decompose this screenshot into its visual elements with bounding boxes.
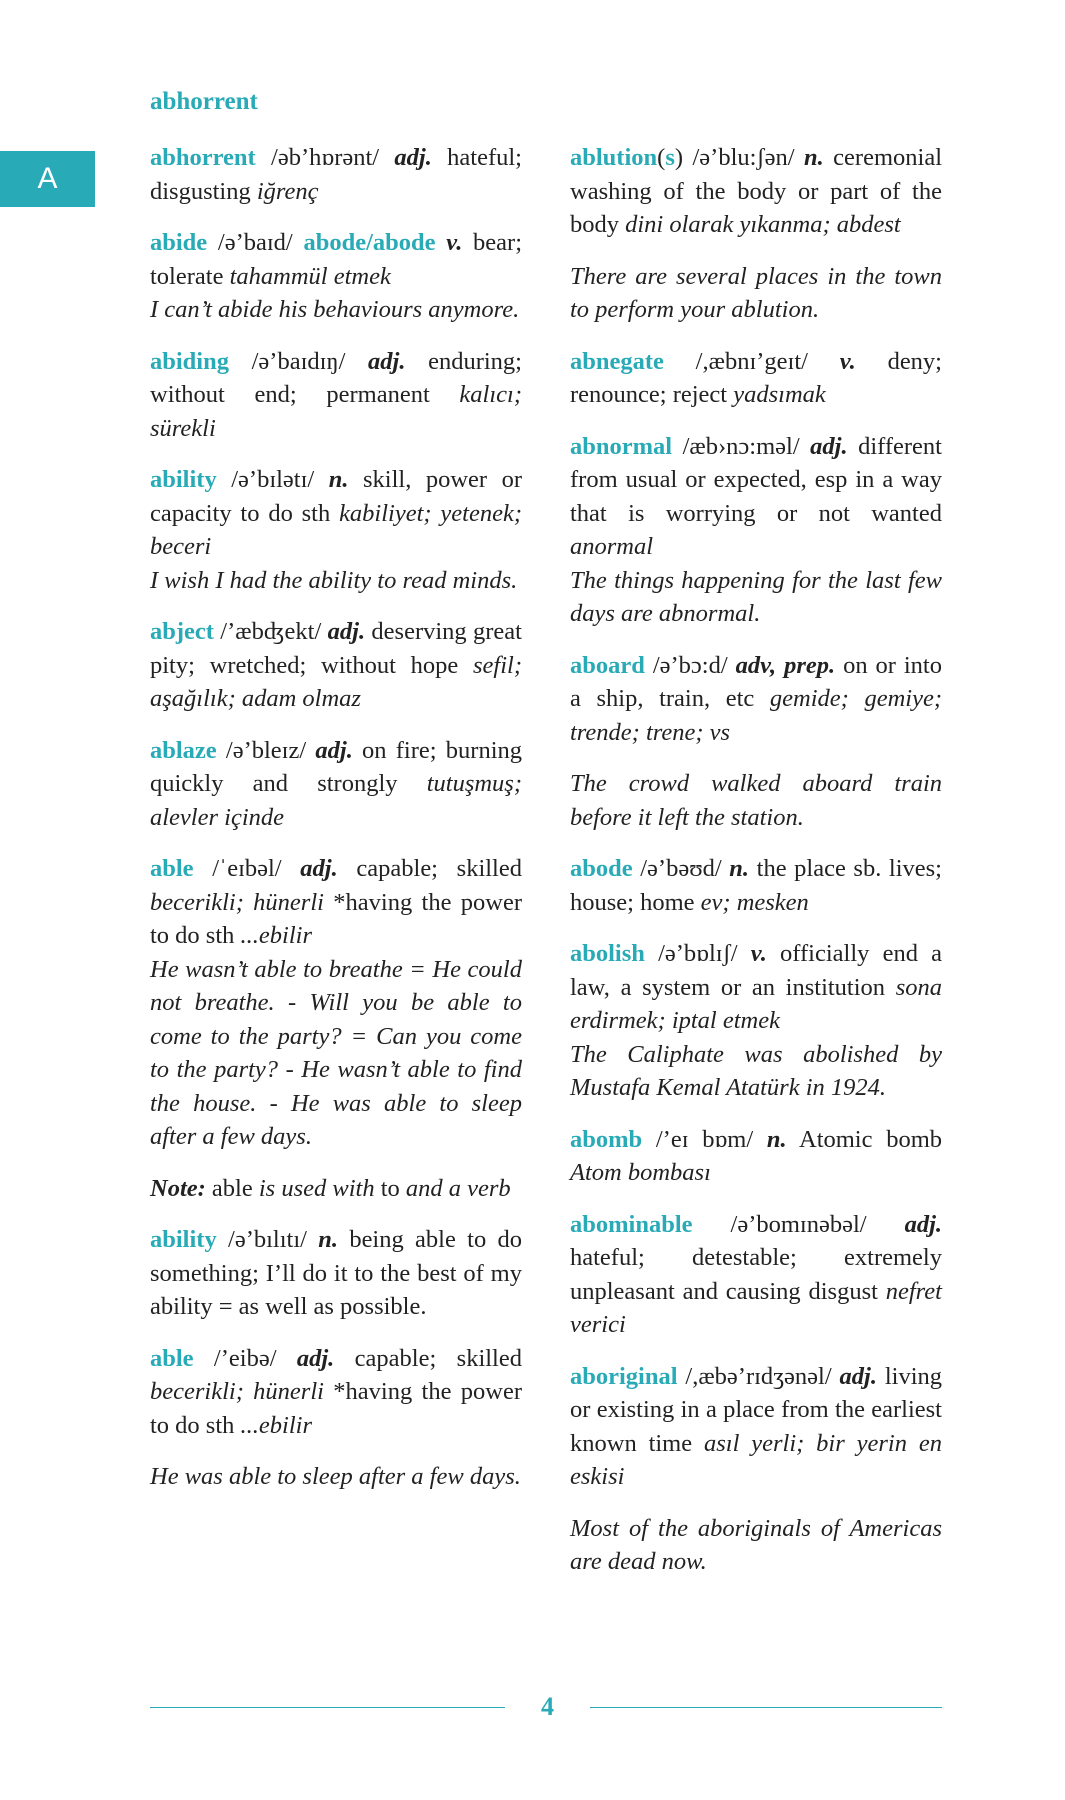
headword: ablaze: [150, 736, 217, 764]
translation: becerikli; hünerli: [150, 1378, 324, 1405]
footer-rule-left: [150, 1707, 505, 1708]
pronunciation: /ə’baɪdɪŋ/: [229, 347, 369, 375]
example-sentence: I can’t abide his behaviours anymore.: [150, 296, 520, 323]
pronunciation: /ə’bomɪnəbəl/: [692, 1210, 905, 1238]
part-of-speech: adj.: [810, 432, 848, 460]
pronunciation: /,æbə’rɪdʒənəl/: [677, 1362, 840, 1390]
part-of-speech: adj.: [904, 1210, 942, 1238]
definition: deny; renounce; reject: [570, 347, 942, 408]
translation: sefil; aşağılık; adam olmaz: [150, 651, 522, 712]
usage-note: [150, 1172, 522, 1206]
headword: abominable: [570, 1210, 693, 1238]
headword: abhorrent: [150, 144, 256, 171]
part-of-speech: adj.: [315, 736, 353, 764]
headword-forms: abode/abode: [303, 229, 436, 256]
entry-abolish: [570, 937, 942, 1105]
translation: gemide; gemiye; trende; trene; vs: [570, 685, 942, 746]
example-sentence: I wish I had the ability to read minds.: [150, 566, 518, 594]
example-sentence: There are several places in the town to perform your ablution.: [570, 262, 942, 323]
translation: asıl yerli; bir yerin en eskisi: [570, 1429, 942, 1490]
translation: kalıcı; sürekli: [150, 381, 522, 442]
pronunciation: /ə’bɪlətɪ/: [216, 466, 329, 493]
translation: nefret verici: [570, 1277, 942, 1338]
definition: capable; skilled: [334, 1344, 522, 1372]
pronunciation: /ə’bəʊd/: [632, 855, 730, 882]
definition: deserving great pity; wretched; without hope: [150, 618, 522, 679]
translation: yadsımak: [733, 381, 826, 408]
part-of-speech: adv, prep.: [735, 651, 836, 679]
definition-secondary: *having the power to do sth: [150, 1378, 522, 1439]
part-of-speech: adj.: [368, 347, 406, 375]
definition-secondary: *having the power to do sth: [150, 888, 522, 949]
entry-abominable: [570, 1208, 942, 1342]
part-of-speech: n.: [328, 466, 349, 493]
headword: aboriginal: [570, 1362, 678, 1390]
definition: being able to do something; I’ll do it to the best of my ability = as well as possible.: [150, 1226, 522, 1320]
note-text: is used with: [258, 1174, 375, 1202]
definition: officially end a law, a system or an institution: [570, 940, 943, 1001]
definition: ceremonial washing of the body or part of the body: [570, 144, 942, 238]
definition: different from usual or expected, esp in a way that is worrying or not wanted: [570, 432, 942, 527]
entry-abiding: [150, 345, 522, 446]
page-number: 4: [541, 1692, 554, 1721]
definition: Atomic bomb: [786, 1125, 942, 1153]
translation: tutuşmuş; alevler içinde: [150, 770, 522, 831]
definition: hateful; detestable; extremely unpleasant and causing disgust: [570, 1244, 942, 1305]
entry-abide: [150, 226, 522, 327]
entry-ablution: [570, 141, 942, 242]
headword: abnegate: [570, 347, 664, 375]
pronunciation: /ə’blu:ʃən/: [683, 144, 804, 171]
pronunciation: /ə’bɔ:d/: [644, 651, 736, 679]
headword: abomb: [570, 1125, 643, 1153]
pronunciation: /,æbnɪ’geɪt/: [663, 347, 840, 375]
headword: abnormal: [570, 432, 673, 460]
entry-ability-2: [150, 1223, 522, 1324]
translation: becerikli; hünerli: [150, 888, 324, 916]
entry-able: [150, 852, 522, 1154]
translation: ev; mesken: [700, 888, 809, 916]
entry-aboard: [570, 649, 942, 750]
headword: abject: [150, 618, 214, 645]
definition: enduring; without end; permanent: [150, 347, 522, 408]
running-head: abhorrent: [150, 88, 258, 115]
definition: on fire; burning quickly and strongly: [150, 736, 522, 797]
example-sentence: The things happening for the last few days are abnormal.: [570, 566, 942, 627]
note-text: able: [205, 1174, 259, 1202]
headword: able: [150, 1344, 194, 1372]
part-of-speech: v.: [750, 940, 767, 967]
example-sentence: He was able to sleep after a few days.: [150, 1463, 521, 1490]
pronunciation: /’eibə/: [193, 1344, 297, 1372]
translation: kabiliyet; yetenek; beceri: [150, 499, 522, 560]
translation: tahammül etmek: [229, 262, 391, 290]
headword: abide: [150, 229, 208, 256]
example-sentence: Most of the aboriginals of Americas are dead now.: [570, 1514, 942, 1575]
part-of-speech: n.: [318, 1226, 339, 1253]
headword: ability: [150, 466, 217, 493]
entry-ablaze: [150, 734, 522, 835]
headword: able: [150, 855, 194, 882]
entry-able-2: [150, 1342, 522, 1443]
example-sentence: The crowd walked aboard train before it left the station.: [570, 770, 942, 831]
definition: hateful; disgusting: [150, 144, 522, 205]
part-of-speech: n.: [803, 144, 824, 171]
left-column: [150, 141, 522, 1512]
part-of-speech: v.: [435, 229, 463, 256]
footer-rule-right: [590, 1707, 942, 1708]
part-of-speech: adj.: [839, 1362, 877, 1390]
translation: anormal: [570, 533, 654, 560]
translation: Atom bombası: [570, 1159, 711, 1186]
pronunciation: /’æbʤekt/: [213, 618, 328, 645]
definition: on or into a ship, train, etc: [570, 651, 942, 712]
entry-abomb: [570, 1123, 942, 1190]
headword: abolish: [570, 940, 645, 967]
entry-abhorrent: [150, 141, 522, 208]
entry-abode: [570, 852, 942, 919]
note-text: and a verb: [405, 1174, 511, 1202]
paren: (: [657, 144, 666, 171]
note-label: Note:: [150, 1174, 206, 1202]
pronunciation: /əb’hɒrənt/: [255, 144, 395, 171]
translation-secondary: ...ebilir: [240, 922, 312, 949]
headword: ability: [150, 1226, 217, 1253]
right-column: [570, 141, 942, 1597]
pronunciation: /ə’bleɪz/: [216, 736, 316, 764]
definition: the place sb. lives; house; home: [570, 855, 942, 916]
translation: dini olarak yıkanma; abdest: [625, 211, 901, 238]
part-of-speech: adj.: [327, 618, 366, 645]
pronunciation: /ə’baɪd/: [207, 229, 304, 256]
definition: living or existing in a place from the earliest known time: [570, 1362, 942, 1457]
headword-suffix: s: [665, 144, 675, 171]
definition: capable; skilled: [337, 855, 522, 882]
example-sentence: The Caliphate was abolished by Mustafa Kemal Atatürk in 1924.: [570, 1040, 942, 1101]
part-of-speech: v.: [839, 347, 856, 375]
pronunciation: /ˈeɪbəl/: [193, 855, 301, 882]
part-of-speech: n.: [766, 1125, 787, 1153]
headword: aboard: [570, 651, 645, 679]
pronunciation: /’eɪ bɒm/: [642, 1125, 767, 1153]
pronunciation: /ə’bılıtı/: [216, 1226, 319, 1253]
page-footer: [150, 1692, 942, 1722]
thumb-index-tab: A: [0, 151, 95, 207]
part-of-speech: adj.: [300, 855, 338, 882]
entry-abnegate: [570, 345, 942, 412]
pronunciation: /æb›nɔ:məl/: [672, 432, 811, 460]
translation-secondary: ...ebilir: [240, 1411, 312, 1439]
part-of-speech: adj.: [296, 1344, 335, 1372]
translation: sona erdirmek; iptal etmek: [570, 973, 942, 1034]
entry-abject: [150, 615, 522, 716]
note-text: to: [374, 1174, 406, 1202]
pronunciation: /ə’bɒlɪʃ/: [644, 940, 751, 967]
paren: ): [674, 144, 684, 171]
headword: ablution: [570, 144, 658, 171]
part-of-speech: adj.: [394, 144, 432, 171]
headword: abiding: [150, 347, 229, 375]
headword: abode: [570, 855, 633, 882]
definition: skill, power or capacity to do sth: [150, 466, 523, 527]
definition: bear; tolerate: [150, 229, 523, 290]
entry-aboriginal: [570, 1360, 942, 1494]
entry-ability: [150, 463, 522, 597]
entry-abnormal: [570, 430, 942, 631]
part-of-speech: n.: [729, 855, 750, 882]
translation: iğrenç: [256, 177, 319, 205]
example-sentence: He wasn’t able to breathe = He could not breathe. - Will you be able to come to the party? = Can you come to the party? - He wasn’t able to find the house. - He was able to sleep after a few days.: [150, 955, 522, 1150]
